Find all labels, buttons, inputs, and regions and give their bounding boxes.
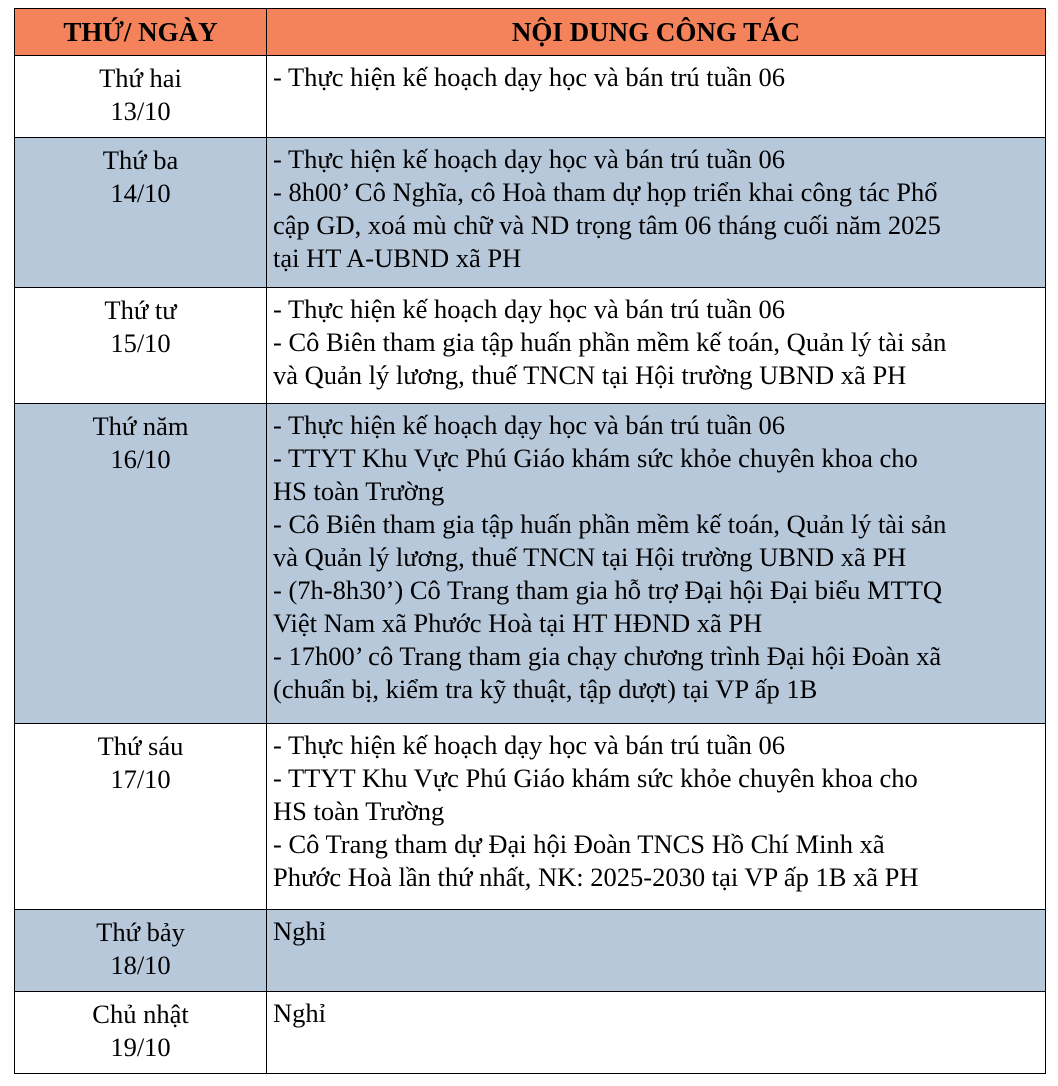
- content-cell: [267, 910, 1046, 992]
- content-line: - Cô Trang tham dự Đại hội Đoàn TNCS Hồ Chí Minh xã: [273, 829, 885, 859]
- table-row: [15, 992, 1046, 1074]
- work-schedule-table: [14, 8, 1046, 1074]
- table-header-row: [15, 9, 1046, 56]
- day-cell: [15, 138, 267, 288]
- content-line: Việt Nam xã Phước Hoà tại HT HĐND xã PH: [273, 608, 763, 638]
- content-cell: [267, 288, 1046, 404]
- content-line: - Thực hiện kế hoạch dạy học và bán trú tuần 06: [273, 62, 786, 92]
- date-label: 17/10: [110, 764, 171, 794]
- day-cell: [15, 910, 267, 992]
- content-line: - Thực hiện kế hoạch dạy học và bán trú tuần 06: [273, 294, 786, 324]
- content-cell: [267, 138, 1046, 288]
- content-line: HS toàn Trường: [273, 796, 445, 826]
- table-row: [15, 288, 1046, 404]
- day-cell: [15, 724, 267, 910]
- content-line: và Quản lý lương, thuế TNCN tại Hội trường UBND xã PH: [273, 542, 907, 572]
- date-label: 13/10: [110, 96, 171, 126]
- day-cell: [15, 56, 267, 138]
- content-line: - TTYT Khu Vực Phú Giáo khám sức khỏe chuyên khoa cho: [273, 763, 918, 793]
- date-label: 19/10: [110, 1032, 171, 1062]
- weekday-label: Thứ năm: [92, 411, 189, 441]
- table-row: [15, 910, 1046, 992]
- day-cell: [15, 992, 267, 1074]
- content-line: và Quản lý lương, thuế TNCN tại Hội trường UBND xã PH: [273, 360, 907, 390]
- header-day-column: THỨ/ NGÀY: [15, 9, 267, 56]
- content-line: - Thực hiện kế hoạch dạy học và bán trú tuần 06: [273, 410, 786, 440]
- day-cell: [15, 404, 267, 724]
- date-label: 16/10: [110, 444, 171, 474]
- weekday-label: Thứ bảy: [96, 917, 185, 947]
- content-cell: [267, 724, 1046, 910]
- content-line: Nghỉ: [273, 916, 326, 946]
- content-line: HS toàn Trường: [273, 476, 445, 506]
- date-label: 14/10: [110, 178, 171, 208]
- weekday-label: Thứ sáu: [97, 731, 184, 761]
- content-line: - (7h-8h30’) Cô Trang tham gia hỗ trợ Đại hội Đại biểu MTTQ: [273, 575, 943, 605]
- content-line: - 8h00’ Cô Nghĩa, cô Hoà tham dự họp triển khai công tác Phổ: [273, 177, 938, 207]
- content-line: - Thực hiện kế hoạch dạy học và bán trú tuần 06: [273, 730, 786, 760]
- content-line: - 17h00’ cô Trang tham gia chạy chương trình Đại hội Đoàn xã: [273, 641, 942, 671]
- table-row: [15, 56, 1046, 138]
- date-label: 18/10: [110, 950, 171, 980]
- table-row: [15, 138, 1046, 288]
- content-line: (chuẩn bị, kiểm tra kỹ thuật, tập dượt) tại VP ấp 1B: [273, 674, 818, 704]
- content-cell: [267, 992, 1046, 1074]
- content-cell: [267, 404, 1046, 724]
- header-content-column: NỘI DUNG CÔNG TÁC: [267, 9, 1046, 56]
- day-cell: [15, 288, 267, 404]
- content-line: - Cô Biên tham gia tập huấn phần mềm kế toán, Quản lý tài sản: [273, 327, 947, 357]
- content-line: Nghỉ: [273, 998, 326, 1028]
- content-line: - TTYT Khu Vực Phú Giáo khám sức khỏe chuyên khoa cho: [273, 443, 918, 473]
- table-row: [15, 724, 1046, 910]
- table-row: [15, 404, 1046, 724]
- weekday-label: Chủ nhật: [92, 999, 189, 1029]
- weekday-label: Thứ ba: [102, 145, 179, 175]
- content-line: - Thực hiện kế hoạch dạy học và bán trú tuần 06: [273, 144, 786, 174]
- date-label: 15/10: [110, 328, 171, 358]
- weekday-label: Thứ hai: [99, 63, 182, 93]
- content-line: Phước Hoà lần thứ nhất, NK: 2025-2030 tại VP ấp 1B xã PH: [273, 862, 919, 892]
- content-cell: [267, 56, 1046, 138]
- weekday-label: Thứ tư: [104, 295, 177, 325]
- content-line: - Cô Biên tham gia tập huấn phần mềm kế toán, Quản lý tài sản: [273, 509, 947, 539]
- content-line: cập GD, xoá mù chữ và ND trọng tâm 06 tháng cuối năm 2025: [273, 210, 941, 240]
- content-line: tại HT A-UBND xã PH: [273, 243, 522, 273]
